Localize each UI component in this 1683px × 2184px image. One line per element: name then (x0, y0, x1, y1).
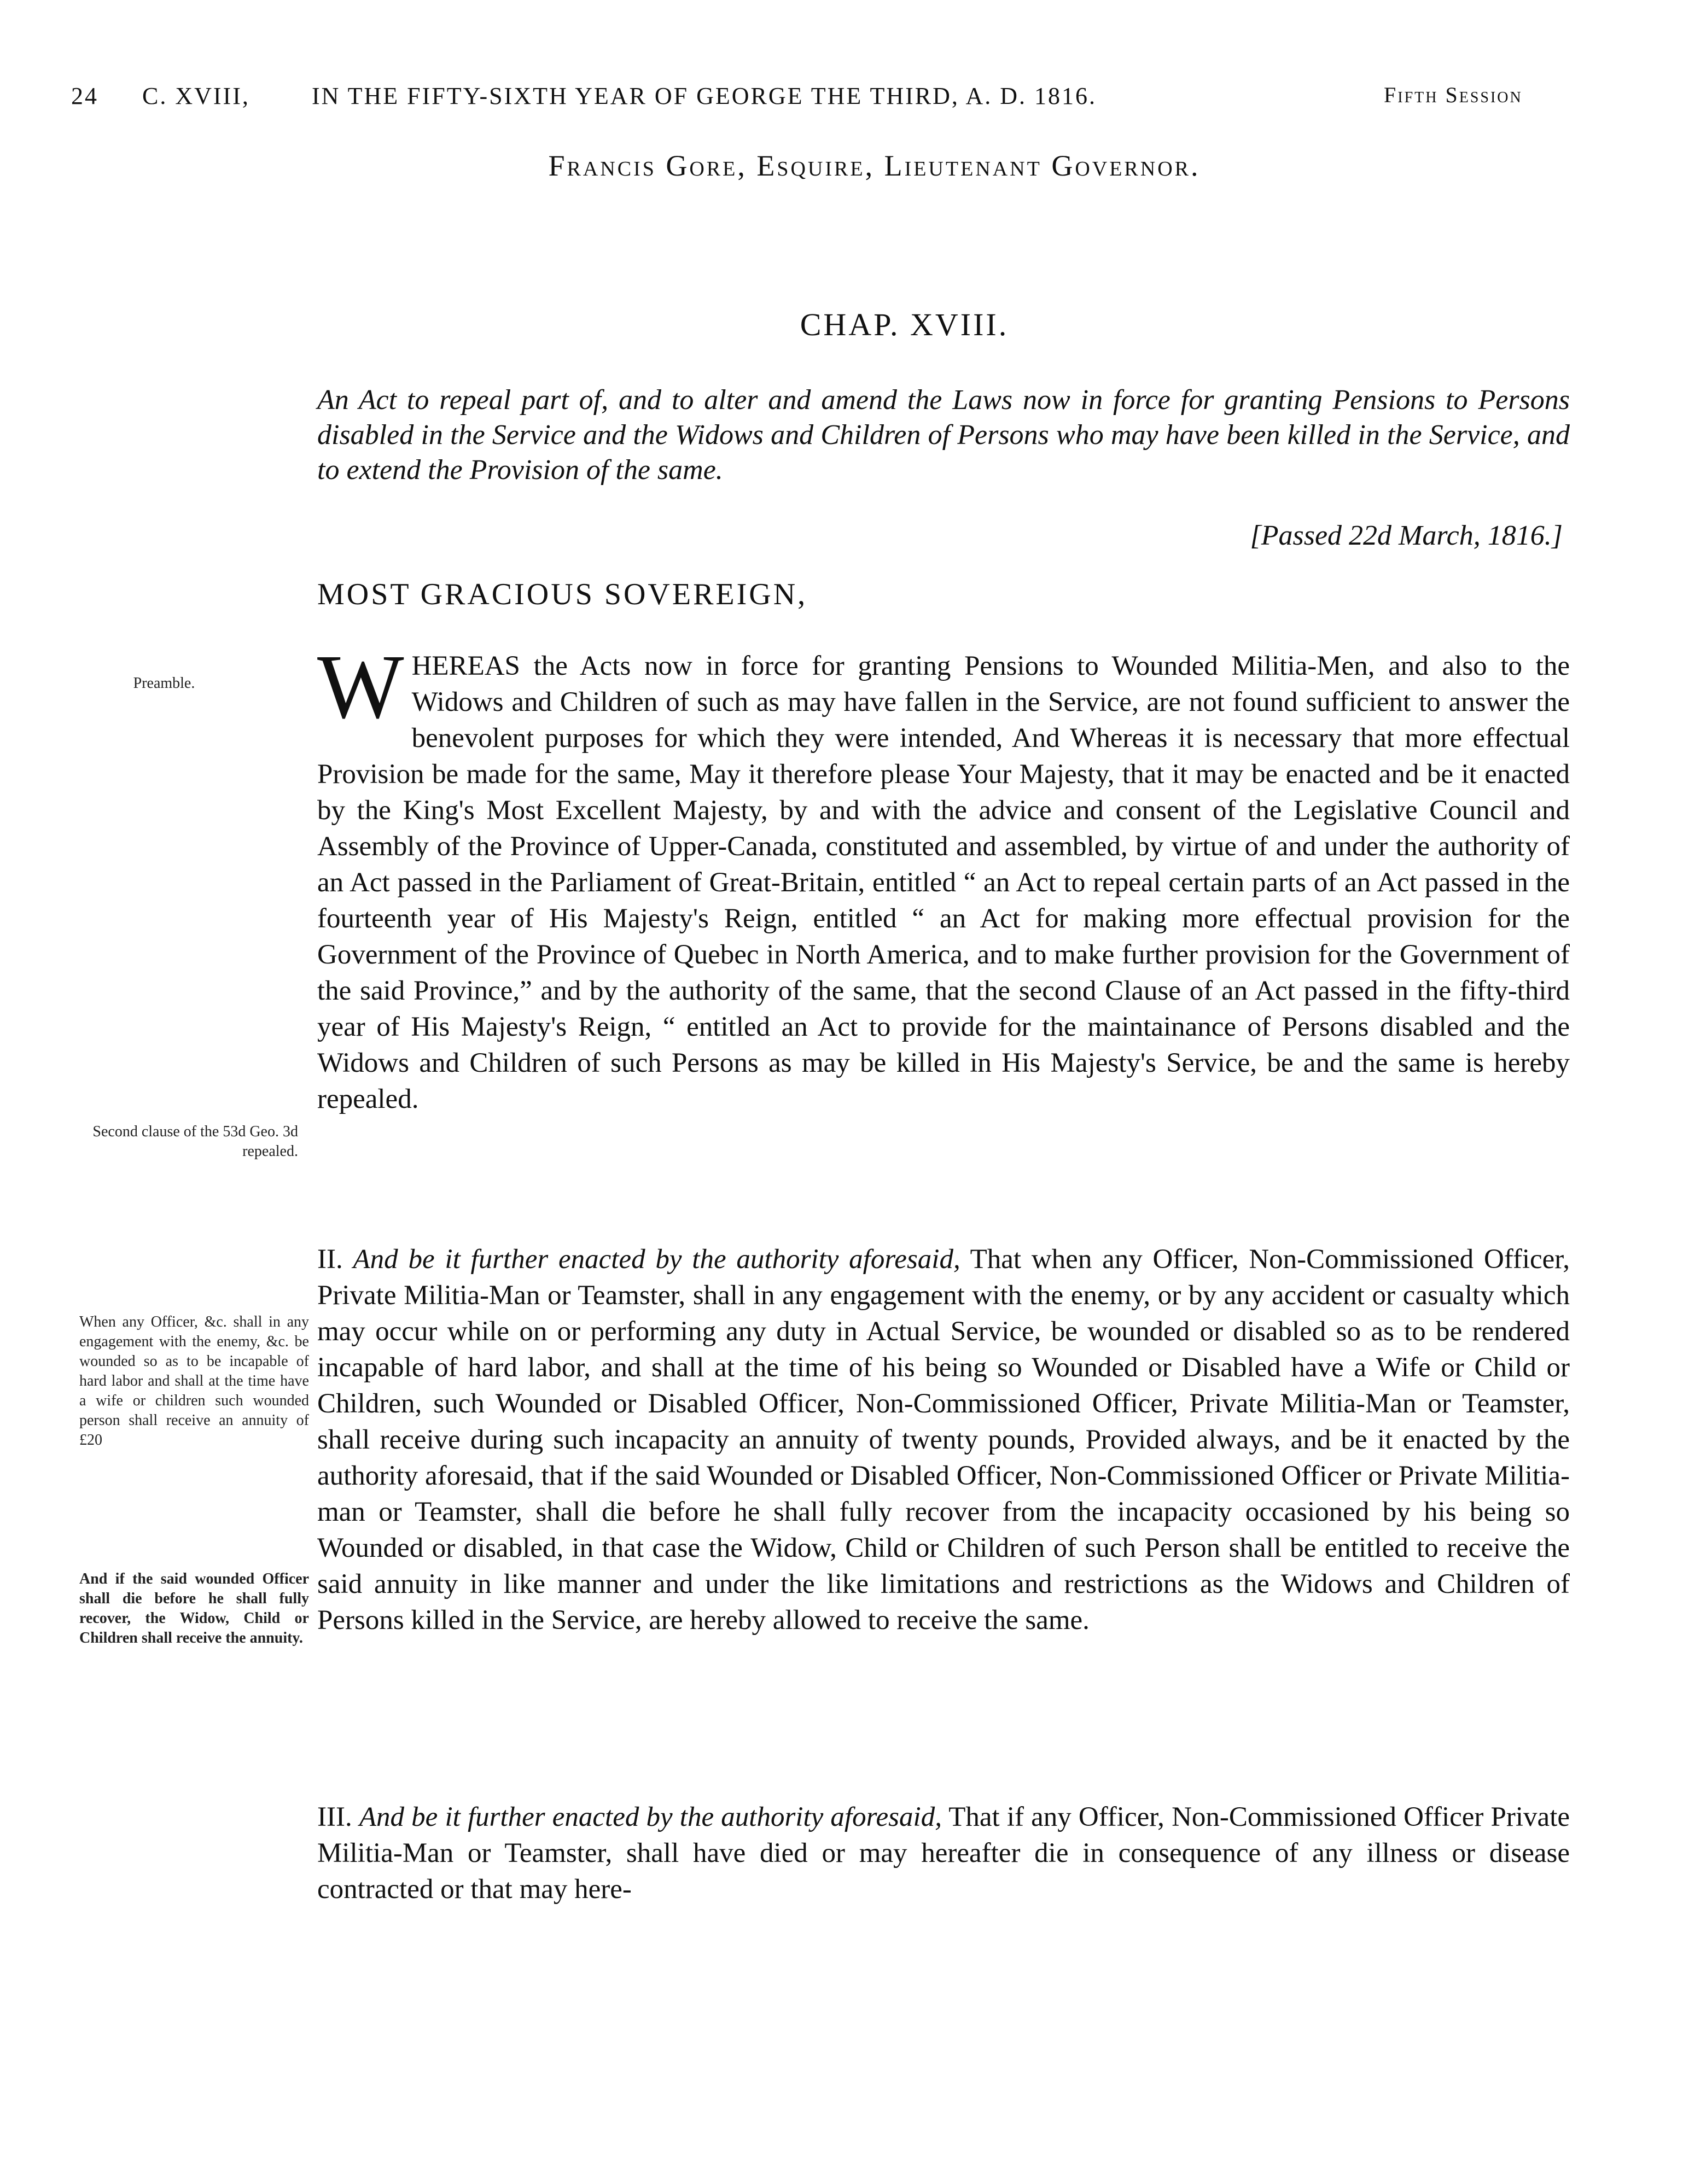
chapter-title: CHAP. XVIII. (800, 307, 1009, 342)
page-number: 24 (71, 83, 98, 109)
act-title: An Act to repeal part of, and to alter and amend the Laws now in force for granting Pensions to Persons disabled in the Service and the Widows and Children of Persons who may have been killed in the Service, and to extend the Provision of the same. (317, 384, 1570, 486)
session-label: Fifth Session (1384, 83, 1523, 107)
margin-note-preamble: Preamble. (133, 675, 195, 692)
margin-note-widow-receive: And if the said wounded Officer shall die before he shall fully recover, the Widow, Child or Children shall receive the annuity. (79, 1570, 309, 1646)
enacting-clause: And be it further enacted by the authority aforesaid, (353, 1244, 960, 1275)
margin-note-clause-repealed: Second clause of the 53d Geo. 3d repealed. (92, 1123, 298, 1160)
passed-date: [Passed 22d March, 1816.] (1250, 520, 1563, 551)
preamble-paragraph (317, 636, 1570, 1117)
running-header (71, 82, 1603, 120)
section-two (317, 1241, 1570, 1638)
regnal-year: IN THE FIFTY-SIXTH YEAR OF GEORGE THE THIRD, A. D. 1816. (312, 83, 1097, 109)
enacting-clause: And be it further enacted by the authority aforesaid, (359, 1802, 942, 1832)
section-text: That when any Officer, Non-Commissioned Officer, Private Militia-Man or Teamster, shall in any engagement with the enemy, or by any accident or casualty which may occur while on or performing any duty in Actual Service, be wounded or disabled so as to be rendered incapable of hard labor, and shall at the time of his being so Wounded or Disabled have a Wife or Child or Children, such Wounded or Disabled Officer, Non-Commissioned Officer, Private Militia-Man or Teamster, shall receive during such incapacity an annuity of twenty pounds, Provided always, and be it enacted by the authority aforesaid, that if the said Wounded or Disabled Officer, Non-Commissioned Officer or Private Militia-man or Teamster, shall die before he shall fully recover from the incapacity occasioned by his being so Wounded or disabled, in that case the Widow, Child or Children of such Person shall be entitled to receive the said annuity in like manner and under the like limitations and restrictions as the Widows and Children of Persons killed in the Service, are hereby allowed to receive the same. (317, 1244, 1570, 1636)
section-number: III. (317, 1802, 352, 1832)
preamble-text: HEREAS the Acts now in force for granting Pensions to Wounded Militia-Men, and also to the Widows and Children of such as may have fallen in the Service, are not found sufficient to answer the benevolent purposes for which they were intended, And Whereas it is necessary that more effectual Provision be made for the same, May it therefore please Your Majesty, that it may be enacted and be it enacted by the King's Most Excellent Majesty, by and with the advice and consent of the Legislative Council and Assembly of the Province of Upper-Canada, constituted and assembled, by virtue of and under the authority of an Act passed in the Parliament of Great-Britain, entitled “ an Act to repeal certain parts of an Act passed in the fourteenth year of His Majesty's Reign, entitled “ an Act for making more effectual provision for the Government of the Province of Quebec in North America, and to make further provision for the Government of the said Province,” and by the authority of the same, that the second Clause of an Act passed in the fifty-third year of His Majesty's Reign, “ entitled an Act to provide for the maintainance of Persons disabled and the Widows and Children of such Persons as may be killed in His Majesty's Service, be and the same is hereby repealed. (317, 651, 1570, 1114)
section-number: II. (317, 1244, 343, 1275)
section-three (317, 1799, 1570, 1907)
section-text: That if any Officer, Non-Commissioned Officer Private Militia-Man or Teamster, shall have died or may hereafter die in consequence of any illness or disease contracted or that may here- (317, 1802, 1570, 1905)
drop-cap: W (317, 636, 404, 738)
salutation: MOST GRACIOUS SOVEREIGN, (317, 577, 808, 611)
governor-line: Francis Gore, Esquire, Lieutenant Governor. (548, 149, 1201, 182)
margin-note-annuity: When any Officer, &c. shall in any engagement with the enemy, &c. be wounded so as to be incapable of hard labor and shall at the time have a wife or children such wounded person shall receive an annuity of £20 (79, 1313, 309, 1449)
chapter-ref: C. XVIII, (142, 83, 250, 109)
